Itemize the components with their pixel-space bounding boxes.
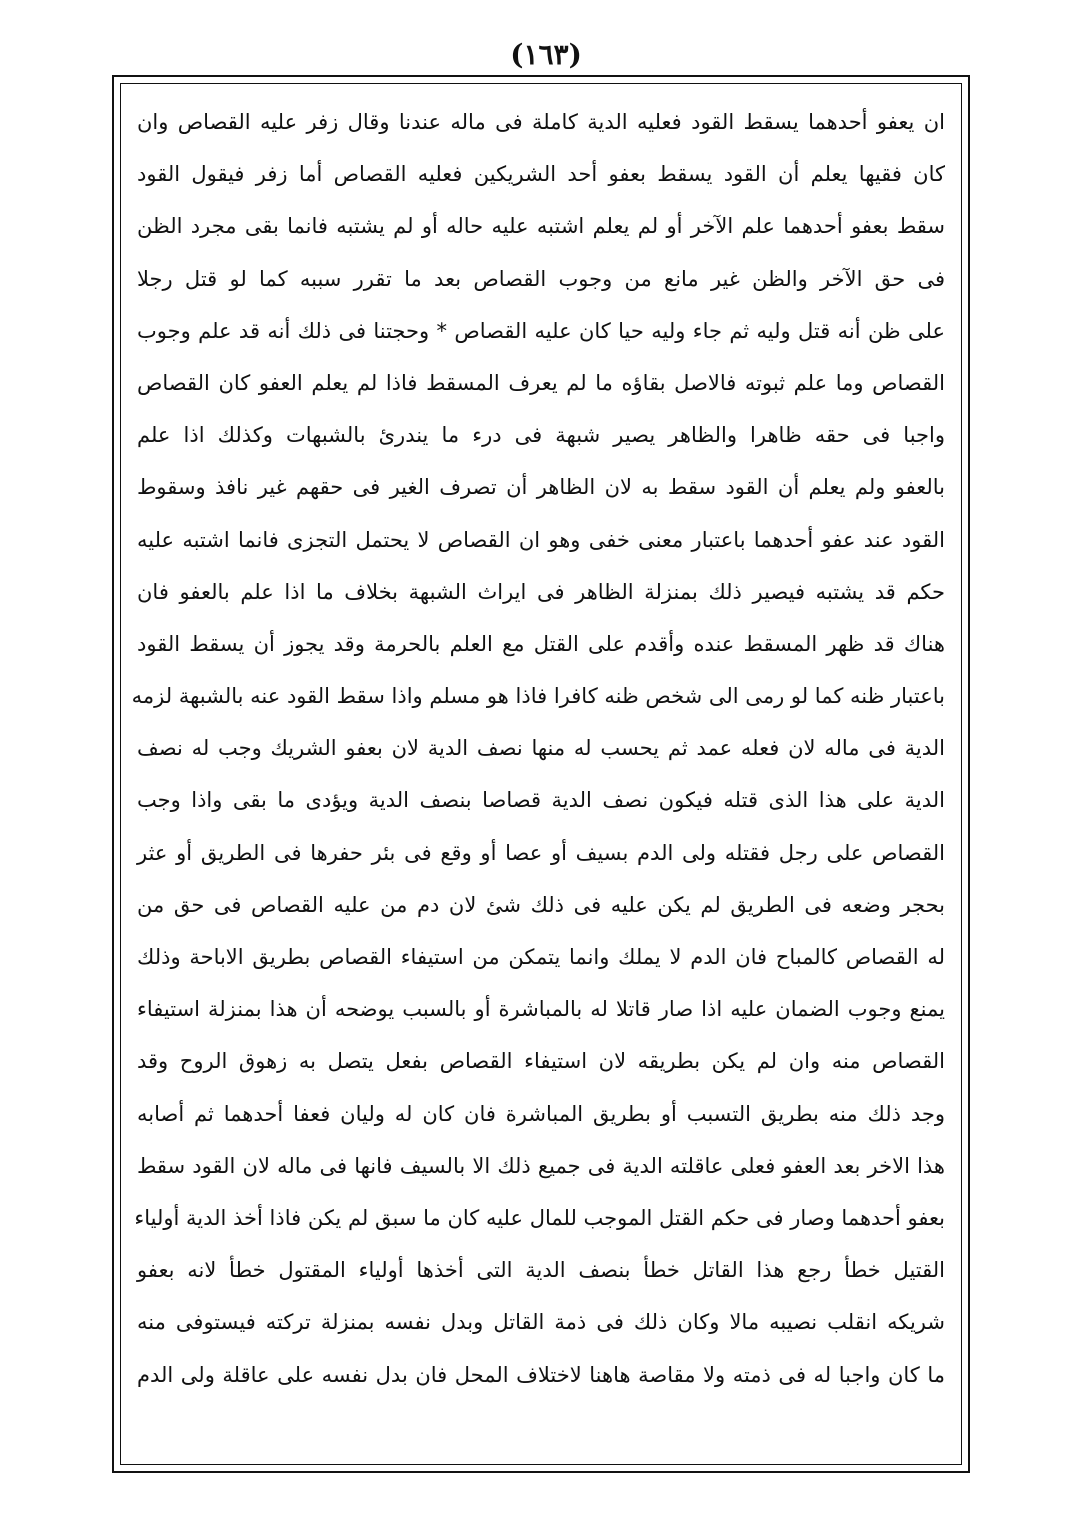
text-line: واجبا فى حقه ظاهرا والظاهر يصير شبهة فى درء ما يندرئ بالشبهات وكذلك اذا علم xyxy=(137,423,945,448)
text-line: وجد ذلك منه بطريق التسبب أو بطريق المباشرة فان كان له وليان فعفا أحدهما ثم أصابه xyxy=(137,1101,945,1126)
text-line: القصاص على رجل فقتله ولى الدم بسيف أو عصا أو وقع فى بئر حفرها فى الطريق أو عثر xyxy=(137,840,945,865)
text-line: القصاص وما علم ثبوته فالاصل بقاؤه ما لم يعرف المسقط فاذا لم يعلم العفو كان القصاص xyxy=(137,370,945,395)
text-line: هناك قد ظهر المسقط عنده وأقدم على القتل مع العلم بالحرمة وقد يجوز أن يسقط القود xyxy=(137,631,945,656)
page-frame xyxy=(112,75,970,1473)
text-line: على ظن أنه قتل وليه ثم جاء وليه حيا كان عليه القصاص * وحجتنا فى ذلك أنه قد علم وجوب xyxy=(137,318,945,343)
text-line: القتيل خطأ رجع هذا القاتل خطأ بنصف الدية التى أخذها أولياء المقتول خطأ لانه بعفو xyxy=(137,1258,945,1283)
text-line: القود عند عفو أحدهما باعتبار معنى خفى وهو ان القصاص لا يحتمل التجزى فانما اشتبه عليه xyxy=(137,527,945,552)
text-line: سقط بعفو أحدهما علم الآخر أو لم يعلم اشتبه عليه حاله أو لم يشتبه فانما بقى مجرد الظن xyxy=(137,214,945,239)
body-text xyxy=(131,96,951,1454)
text-line: هذا الاخر بعد العفو فعلى عاقلته الدية فى جميع ذلك الا بالسيف فانها فى ماله لان القود سقط xyxy=(137,1153,945,1178)
text-line: حكم قد يشتبه فيصير ذلك بمنزلة الظاهر فى ايراث الشبهة بخلاف ما اذا علم بالعفو فان xyxy=(137,579,945,604)
text-line: كان فقيها يعلم أن القود يسقط بعفو أحد الشريكين فعليه القصاص أما زفر فيقول القود xyxy=(137,162,945,187)
text-line: بحجر وضعه فى الطريق لم يكن عليه فى ذلك شئ لان دم من عليه القصاص فى حق من xyxy=(137,892,945,917)
text-line: بعفو أحدهما وصار فى حكم القتل الموجب للمال عليه كان ما سبق لم يكن فاذا أخذ الدية أولياء xyxy=(134,1205,945,1230)
text-line: شريكه انقلب نصيبه مالا وكان ذلك فى ذمة القاتل وبدل نفسه بمنزلة تركته فيستوفى منه xyxy=(137,1310,945,1335)
text-line: الدية على هذا الذى قتله فيكون نصف الدية قصاصا بنصف الدية ويؤدى ما بقى واذا وجب xyxy=(137,788,945,813)
text-line: بالعفو ولم يعلم أن القود سقط به لان الظاهر أن تصرف الغير فى حقهم غير نافذ وسقوط xyxy=(137,475,945,500)
text-line: القصاص منه وان لم يكن بطريقه لان استيفاء القصاص بفعل يتصل به زهوق الروح وقد xyxy=(137,1049,945,1074)
text-line: يمنع وجوب الضمان عليه اذا صار قاتلا له بالمباشرة أو بالسبب يوضحه أن هذا بمنزلة استيفاء xyxy=(137,997,945,1022)
text-line: ما كان واجبا له فى ذمته ولا مقاصة هاهنا لاختلاف المحل فان بدل نفسه على عاقلة ولى الدم xyxy=(137,1362,945,1387)
text-line: له القصاص كالمباح فان الدم لا يملك وانما يتمكن من استيفاء القصاص بطريق الاباحة وذلك xyxy=(137,945,945,969)
page-frame-inner xyxy=(120,83,962,1465)
text-line: الدية فى ماله لان فعله عمد ثم يحسب له منها نصف الدية لان بعفو الشريك وجب له نصف xyxy=(137,736,945,761)
text-line: باعتبار ظنه كما لو رمى الى شخص ظنه كافرا فاذا هو مسلم واذا سقط القود عنه بالشبهة لزمه xyxy=(131,684,945,709)
text-line: فى حق الآخر والظن غير مانع من وجوب القصاص بعد ما تقرر سببه كما لو قتل رجلا xyxy=(137,266,945,291)
page-number: (١٦٣) xyxy=(510,38,582,71)
text-line: ان يعفو أحدهما يسقط القود فعليه الدية كاملة فى ماله عندنا وقال زفر عليه القصاص وان xyxy=(137,110,945,134)
